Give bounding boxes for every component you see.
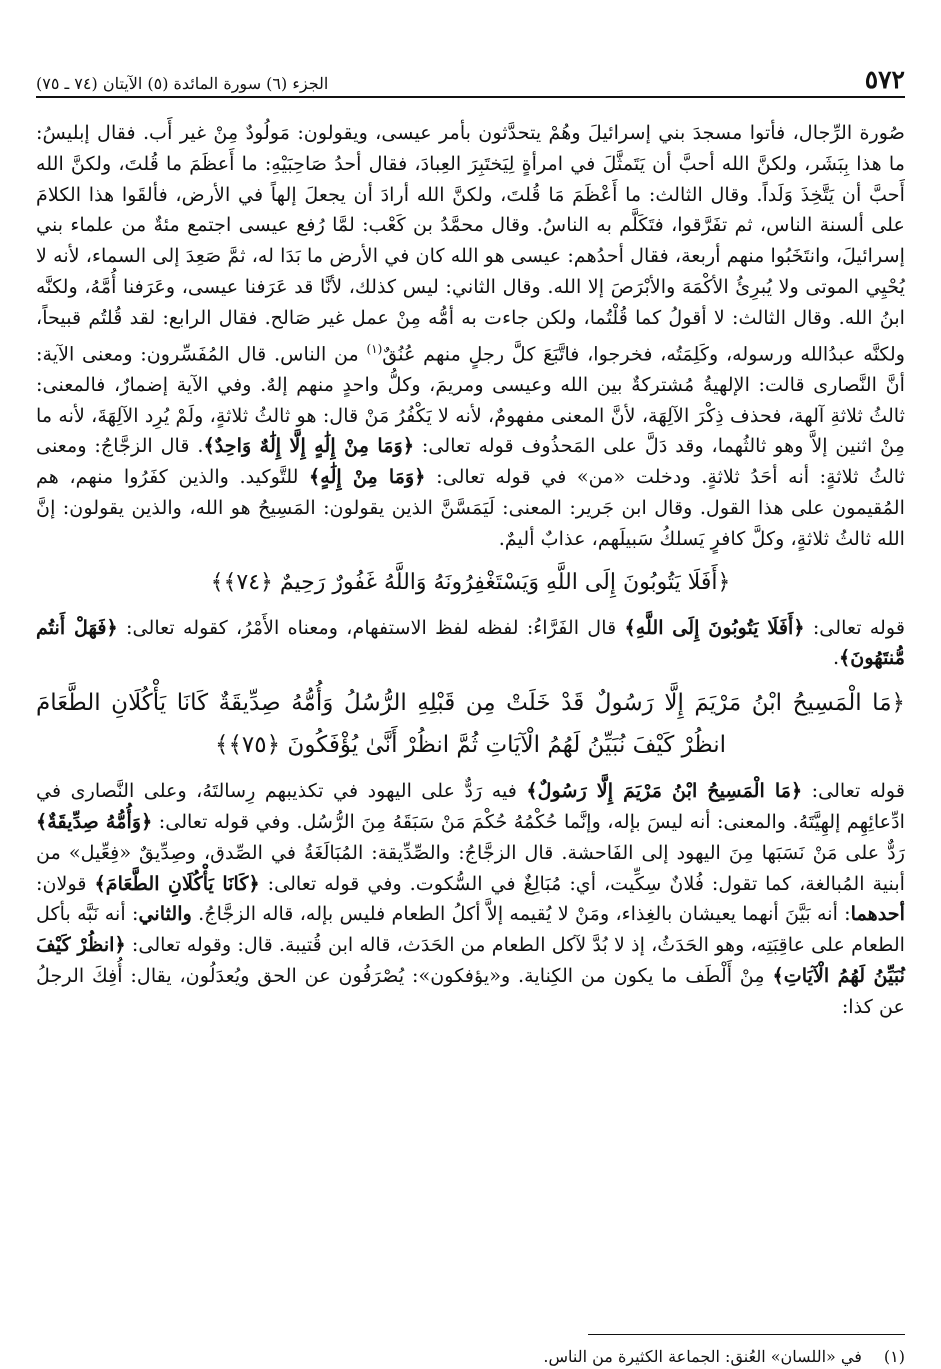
quran-quote: ﴿انظُرْ كَيْفَ نُبَيِّنُ لَهُمُ الْآيَاتِ﴾: [36, 933, 905, 987]
paragraph-commentary-1: [36, 118, 905, 555]
text-run: قال الفَرَّاءُ: لفظه لفظ الاستفهام، ومعناه الأَمْرُ، كقوله تعالى:: [117, 615, 625, 639]
verse-74: ﴿أَفَلَا يَتُوبُونَ إِلَى اللَّهِ وَيَسْتَغْفِرُونَهُ وَاللَّهُ غَفُورٌ رَحِيمٌ ﴿٧٤﴾﴾: [210, 569, 731, 595]
page-header: [36, 62, 905, 98]
text-run: : أنه نَبَّه بأكل الطعام على عاقِبَتِه، وهو الحَدَثُ، إذ لا بُدَّ لآكل الطعام من الحَدَث، قاله ابن قُتيبة. قال: وقوله تعالى:: [36, 902, 905, 957]
paragraph-commentary-2: [36, 613, 905, 675]
text-run: صُورة الرِّجال، فأتوا مسجدَ بني إسرائيلَ وهُمْ يتحدَّثون بأمر عيسى، ويقولون: مَولُودٌ مِنْ غير أَب. فقال إبليسُ: ما هذا بِبَشَر، ولكنَّ الله أحبَّ أن يَتَمثَّلَ في امرأةٍ لِيَختَبِرَ العِبادَ، فقال أحدُ صَاحِبَيْهِ: ما أَعظَمَ ما قُلتَ، ولكنَّ الله أَحبَّ أن يَتَّخِذَ وَلَداً. وقال الثالث: ما أَعْظَمَ مَا قُلتَ، ولكنَّ الله أرادَ أن يجعلَ إلهاً في الأرض، فألقَوا هذا الكلامَ على ألسنة الناس، ثم تفَرَّقوا، فتَكَلَّم به الناسُ. وقال محمَّدُ بن كَعْب: لمَّا رُفع عيسى اجتمع مئةٌ من علماء بني إسرائيلَ، وانتَخَبُوا منهم أربعة، فقال أحدُهم: عيسى هو الله كان في الأرض ما بَدَا له، ثمَّ صَعِدَ إلى السماء، لأنه لا يُحْيِي الموتى ولا يُبرِئُ الأكْمَهَ والأبْرَصَ إلا الله. وقال الثاني: ليس كذلك، لأنَّا قد عَرَفنا عيسى، وعَرَفنا أُمَّهُ، ولكنَّه ابنُ الله. وقال الثالث: لا أقولُ كما قُلْتُما، ولكن جاءت به أمُّه مِنْ عمل غير صَالح. فقال الرابع: لقد قُلتُم قبيحاً، ولكنَّه عبدُالله ورسوله، وكَلِمَتُه، فخرجوا، فاتَّبَعَ كلَّ رجلٍ منهم عُنُقٌ: [36, 121, 905, 365]
footnote-reference[interactable]: (١): [366, 341, 383, 356]
page-number: ٥٧٢: [864, 65, 905, 94]
text-run: رَدٌّ على مَنْ نَسَبَها مِنَ اليهود إلى الفَاحشة. قال الزجَّاجُ: والصِّدِّيقة: المُبَالَغَةُ في الصِّدق، وصِدِّيقٌ «فِعِّيل» من أبنية المُبالغة، كما تقول: فُلانٌ سِكِّيت، أي: مُبَالِغٌ في السُّكوت. وفي قوله تعالى:: [36, 840, 905, 895]
quran-quote: ﴿كَانَا يَأْكُلَانِ الطَّعَامَ﴾: [94, 871, 260, 895]
quran-quote: ﴿فَهَلْ أَنتُم مُّنتَهُونَ﴾: [36, 615, 905, 670]
text-run: قوله تعالى:: [802, 779, 905, 803]
verse-75: ﴿مَا الْمَسِيحُ ابْنُ مَرْيَمَ إِلَّا رَسُولٌ قَدْ خَلَتْ مِن قَبْلِهِ الرُّسُلُ وَأُمُّهُ صِدِّيقَةٌ كَانَا يَأْكُلَانِ الطَّعَامَ انظُرْ كَيْفَ نُبَيِّنُ لَهُمُ الْآيَاتِ ثُمَّ انظُرْ أَنَّىٰ يُؤْفَكُونَ ﴿٧٥﴾﴾: [36, 690, 905, 759]
text-run: من الناس. قال المُفَسِّرون: ومعنى الآية: أنَّ النَّصارى قالت: الإلهيةُ مُشتركةٌ بين الله وعيسى ومريمَ، وكلُّ واحدٍ منهم إلهٌ. وفي الآية إضمارٌ، فالمعنى: ثالثُ ثلاثةِ آلهة، فحذف ذِكْرَ الآلِهَة، لأنَّ المعنى مفهومٌ، لأنه لا يَكْفُرُ مَنْ قال: هو ثالثُ ثلاثةٍ، ولَمْ يُرِد الآلِهَةَ، لأنه ما مِنْ اثنين إلاَّ وهو ثالثُهما، وقد دَلَّ على المَحذُوف قوله تعالى:: [36, 341, 906, 458]
paragraph-commentary-3: [36, 776, 905, 1022]
text-run: قوله تعالى:: [804, 615, 905, 639]
quran-quote: ﴿وَأُمُّهُ صِدِّيقَةٌ﴾: [36, 809, 153, 833]
text-run: قولان:: [36, 871, 95, 895]
text-run: مِنْ أَلْطَف ما يكون من الكِناية. و«يؤفكون»: يُصْرَفُون عن الحق ويُعدَلُون، يقال: أُفِكَ الرجلُ عن كذا:: [36, 963, 905, 1018]
quran-quote: ﴿مَا الْمَسِيحُ ابْنُ مَرْيَمَ إِلَّا رَسُولٌ﴾: [526, 779, 803, 803]
footnote-number: (١): [883, 1347, 905, 1366]
footnote-text: في «اللسان» العُنق: الجماعة الكثيرة من الناس.: [543, 1347, 862, 1366]
page-body: [36, 118, 905, 1023]
bold-term: والثاني: [138, 902, 192, 926]
quran-quote: ﴿أَفَلَا يَتُوبُونَ إِلَى اللَّهِ﴾: [624, 615, 805, 639]
quran-quote: ﴿وَمَا مِنْ إِلَٰهٍ﴾: [309, 465, 426, 489]
text-run: للتَّوكيد. والذين كفَرُوا منهم، هم المُقيمون على هذا القول. وقال ابن جَرير: المعنى: لَيَمَسَّنَّ الذين يقولون: المَسِيحُ هو الله، والذين يقولون: إنَّ الله ثالثُ ثلاثةٍ، وكلَّ كافرٍ يَسلكُ سَبيلَهم، عذابٌ أليمٌ.: [36, 465, 905, 550]
text-run: فيه رَدٌّ على اليهود في تكذيبهم رِسالتَهُ، وعلى النَّصارى في ادِّعائِهِم إلهِيَّتَهُ. والمعنى: أنه ليسَ بإله، وإنَّما حُكْمُهُ حُكْمَ مَنْ سَبَقَهُ مِنَ الرُّسُل. وفي قوله تعالى:: [36, 779, 905, 833]
text-run: . قال الزجَّاجُ: ومعنى ثالثُ ثلاثةٍ: أنه أحَدُ ثلاثةٍ. ودخلت «من» في قوله تعالى:: [36, 434, 905, 489]
text-run: .: [832, 646, 840, 670]
text-run: : أنه بَيَّنَ أنهما يعيشان بالغِذاء، ومَنْ لا يُقيمه إلاَّ أكلُ الطعام فليس بإله، قاله الزجَّاجُ.: [191, 902, 851, 926]
bold-term: أحدهما: [850, 902, 905, 926]
footnote-divider: [588, 1334, 905, 1335]
quran-quote: ﴿وَمَا مِنْ إِلَٰهٍ إِلَّا إِلَٰهٌ وَاحِدٌ﴾: [203, 434, 415, 458]
running-head: الجزء (٦) سورة المائدة (٥) الآيتان (٧٤ ـ ٧٥): [36, 74, 329, 93]
footnote: [36, 1345, 905, 1369]
